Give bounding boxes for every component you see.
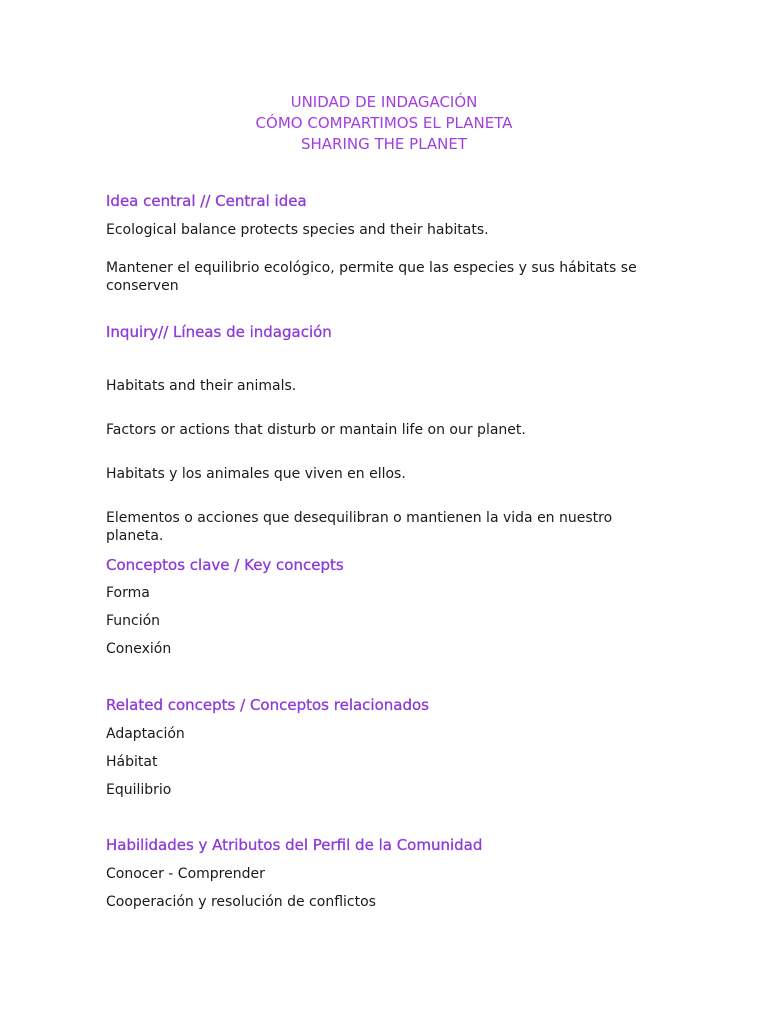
key-concepts-heading: Conceptos clave / Key concepts (106, 556, 344, 574)
related-concept-item: Equilibrio (106, 782, 172, 798)
title-line-2: CÓMO COMPARTIMOS EL PLANETA (255, 114, 513, 132)
related-concept-item: Adaptación (106, 726, 185, 742)
key-concept-item: Forma (106, 585, 150, 601)
central-idea-heading: Idea central // Central idea (106, 192, 307, 210)
inquiry-item: Habitats and their animals. (106, 378, 297, 394)
inquiry-heading: Inquiry// Líneas de indagación (106, 323, 332, 341)
inquiry-item: Elementos o acciones que desequilibran o mantienen la vida en nuestro planeta. (106, 510, 613, 544)
central-idea-es-line-2: conserven (106, 278, 179, 294)
skill-item: Conocer - Comprender (106, 866, 265, 882)
central-idea-es-line-1: Mantener el equilibrio ecológico, permite que las especies y sus hábitats se (106, 260, 637, 276)
title-line-1: UNIDAD DE INDAGACIÓN (290, 93, 478, 111)
skills-heading: Habilidades y Atributos del Perfil de la Comunidad (106, 836, 483, 854)
inquiry-item: Factors or actions that disturb or mantain life on our planet. (106, 422, 526, 438)
key-concept-item: Función (106, 613, 161, 629)
related-concept-item: Hábitat (106, 754, 158, 770)
document-title (0, 92, 768, 155)
central-idea-en: Ecological balance protects species and their habitats. (106, 222, 489, 238)
title-line-3: SHARING THE PLANET (300, 135, 468, 153)
skill-item: Cooperación y resolución de conflictos (106, 894, 376, 910)
related-concepts-heading: Related concepts / Conceptos relacionados (106, 696, 429, 714)
inquiry-item: Habitats y los animales que viven en ellos. (106, 466, 406, 482)
key-concept-item: Conexión (106, 641, 172, 657)
